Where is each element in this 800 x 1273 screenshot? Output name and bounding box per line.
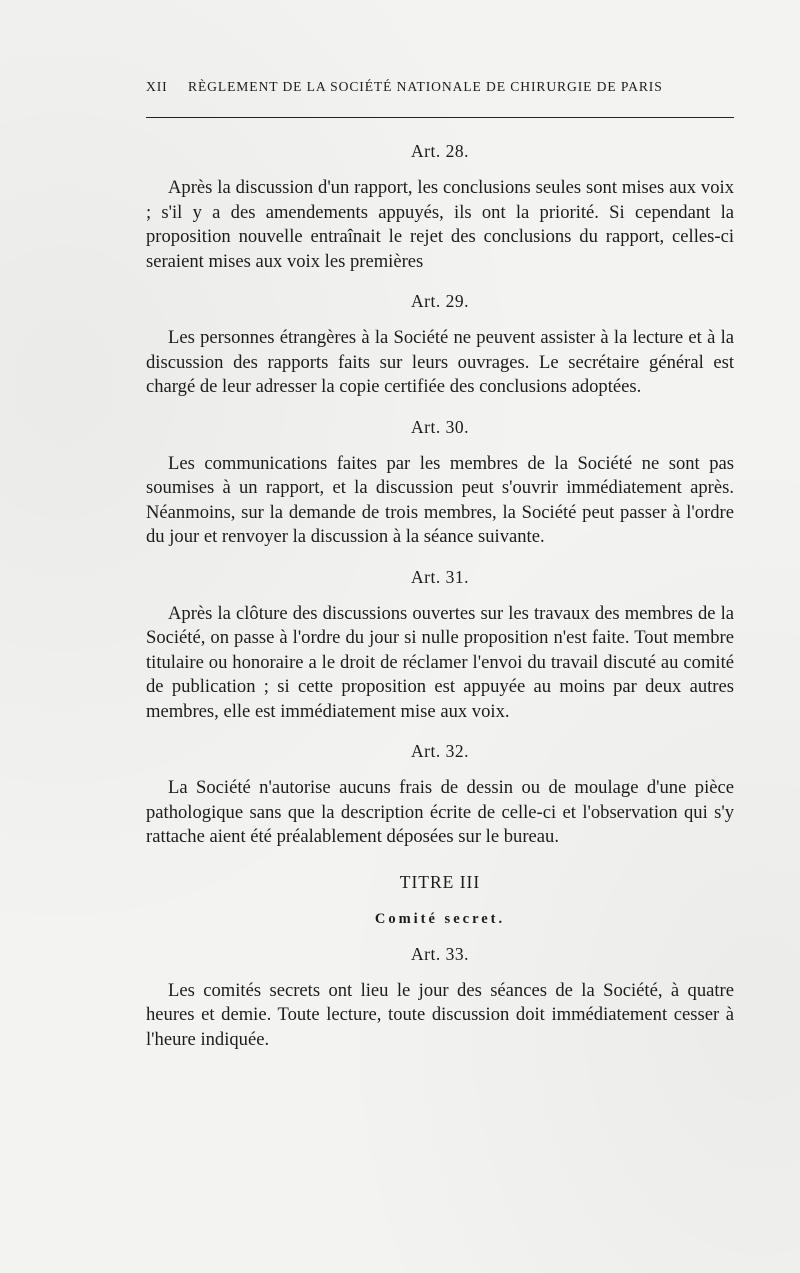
section-title: TITRE III — [399, 871, 481, 892]
article-text: Après la clôture des discussions ouvertes sur les travaux des membres de la Société, on passe à l'ordre du jour si nulle proposition n'est faite. Tout membre titulaire ou honoraire a le droit de réclamer l'envoi du travail discuté au comité de publication ; si cette proposition est appuyée au moins par deux autres membres, elle est immédiatement mise aux voix. — [146, 602, 734, 722]
article-text: Les personnes étrangères à la Société ne peuvent assister à la lecture et à la discussion des rapports faits sur leurs ouvrages. Le secrétaire général est chargé de leur adresser la copie certifiée des conclusions adoptées. — [146, 327, 734, 397]
page-body — [146, 139, 734, 1067]
page-header — [146, 79, 734, 99]
article-heading: Art. 30. — [411, 416, 469, 437]
article-text: Les comités secrets ont lieu le jour des séances de la Société, à quatre heures et demie. Toute lecture, toute discussion doit immédiatement cesser à l'heure indiquée. — [146, 979, 734, 1050]
page-folio: XII — [146, 79, 168, 94]
article-text: Après la discussion d'un rapport, les conclusions seules sont mises aux voix ; s'il y a des amendements appuyés, ils ont la priorité. Si cependant la proposition nouvelle entraînait le rejet des conclusions du rapport, celles-ci seraient mises aux voix les premières — [146, 177, 734, 272]
running-title: RÈGLEMENT DE LA SOCIÉTÉ NATIONALE DE CHIRURGIE DE PARIS — [188, 79, 663, 94]
article-heading: Art. 29. — [411, 291, 469, 311]
article-heading: Art. 32. — [411, 741, 469, 761]
header-rule — [146, 117, 734, 118]
article-heading: Art. 33. — [411, 943, 469, 964]
section-subtitle: Comité secret. — [374, 910, 506, 927]
article-text: Les communications faites par les membres de la Société ne sont pas soumises à un rapport, et la discussion peut s'ouvrir immédiatement après. Néanmoins, sur la demande de trois membres, la Société peut passer à l'ordre du jour et renvoyer la discussion à la séance suivante. — [146, 452, 734, 547]
article-heading: Art. 28. — [411, 141, 469, 161]
article-heading: Art. 31. — [411, 566, 469, 587]
article-text: La Société n'autorise aucuns frais de dessin ou de moulage d'une pièce pathologique sans que la description écrite de celle-ci et l'observation qui s'y rattache aient été préalablement déposées sur le bureau. — [146, 777, 734, 847]
